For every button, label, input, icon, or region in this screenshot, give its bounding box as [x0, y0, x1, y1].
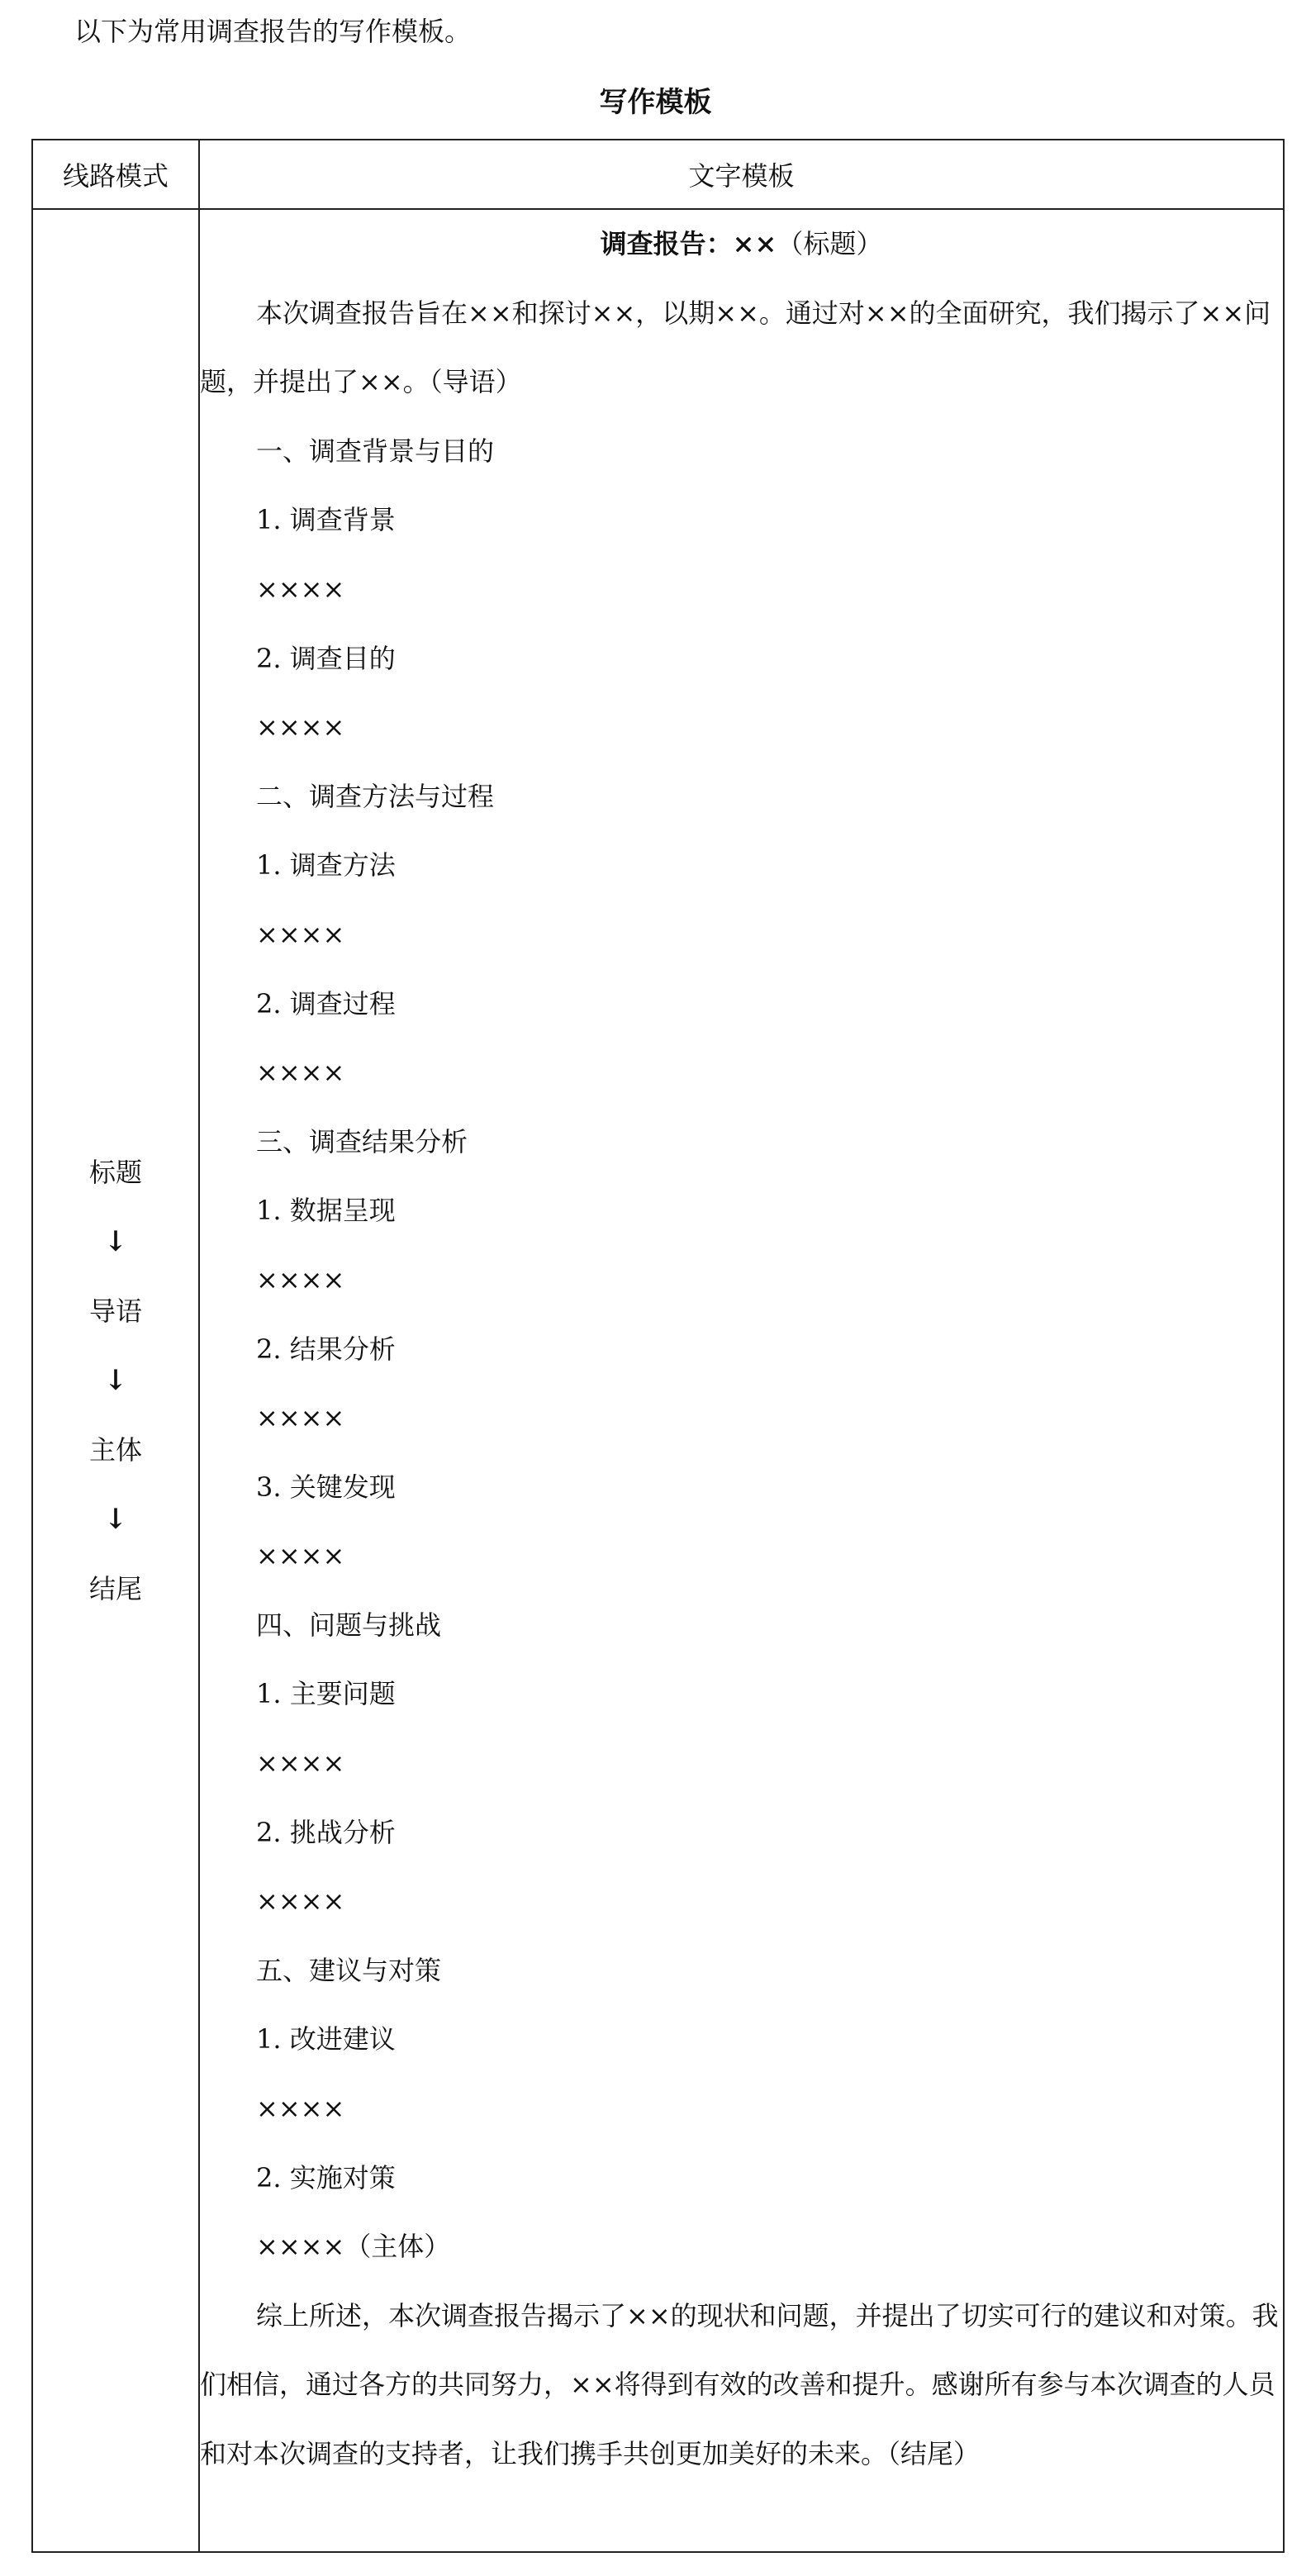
template-line: ×××× [256, 2093, 345, 2125]
template-line: 1. 数据呈现 [256, 1195, 396, 1227]
down-arrow-icon: ↓ [103, 1503, 128, 1536]
template-line: 2. 实施对策 [256, 2161, 396, 2193]
column-header-mode: 线路模式 [32, 140, 199, 209]
closing-paragraph: 综上所述，本次调查报告揭示了××的现状和问题，并提出了切实可行的建议和对策。我们相信，通过各方的共同努力，××将得到有效的改善和提升。感谢所有参与本次调查的人员和对本次调查的支持者，让我们携手共创更加美好的未来。（结尾） [200, 2299, 1279, 2469]
template-line: ×××× [256, 1540, 345, 1572]
template-line: 1. 主要问题 [256, 1678, 396, 1710]
mode-step-lead: 导语 [88, 1295, 142, 1327]
template-line: ×××× [256, 1885, 345, 1918]
template-line: 3. 关键发现 [256, 1471, 396, 1503]
template-line: 2. 调查目的 [256, 642, 396, 674]
template-line: 二、调查方法与过程 [256, 780, 495, 812]
table-header-row [32, 140, 1284, 209]
report-title-main: 调查报告：×× [600, 228, 777, 259]
template-line: 三、调查结果分析 [256, 1125, 468, 1157]
mode-cell [32, 209, 199, 2552]
intro-text: 以下为常用调查报告的写作模板。 [74, 16, 472, 47]
template-line: 2. 调查过程 [256, 987, 396, 1019]
report-title [200, 210, 1283, 279]
template-line: 1. 改进建议 [256, 2023, 396, 2056]
template-line: ×××× [256, 711, 345, 744]
report-title-note: （标题） [777, 228, 883, 259]
template-line: ××××（主体） [256, 2231, 451, 2263]
template-text-cell [199, 209, 1284, 2552]
mode-step-ending: 结尾 [88, 1573, 142, 1604]
column-header-text: 文字模板 [199, 140, 1284, 209]
mode-step-body: 主体 [88, 1434, 142, 1466]
template-line: ×××× [256, 1402, 345, 1434]
down-arrow-icon: ↓ [103, 1364, 128, 1397]
template-line: 1. 调查方法 [256, 849, 396, 882]
template-line: ×××× [256, 918, 345, 950]
template-line: ×××× [256, 1263, 345, 1295]
template-line: 2. 结果分析 [256, 1333, 396, 1365]
template-table [31, 139, 1285, 2553]
table-row [32, 209, 1284, 2552]
template-line: 2. 挑战分析 [256, 1816, 396, 1848]
mode-step-title: 标题 [88, 1157, 142, 1188]
template-line: 1. 调查背景 [256, 504, 396, 536]
template-line: ×××× [256, 573, 345, 605]
mode-flow [33, 1149, 198, 1612]
page-title: 写作模板 [599, 86, 712, 119]
template-line: ×××× [256, 1057, 345, 1089]
lead-paragraph: 本次调查报告旨在××和探讨××，以期××。通过对××的全面研究，我们揭示了××问题，并提出了××。（导语） [200, 297, 1271, 398]
template-line: 四、问题与挑战 [256, 1609, 442, 1641]
down-arrow-icon: ↓ [103, 1225, 128, 1258]
template-line: 一、调查背景与目的 [256, 435, 495, 467]
template-line: 五、建议与对策 [256, 1954, 442, 1986]
template-line: ×××× [256, 1747, 345, 1780]
template-lines [200, 417, 1283, 2282]
